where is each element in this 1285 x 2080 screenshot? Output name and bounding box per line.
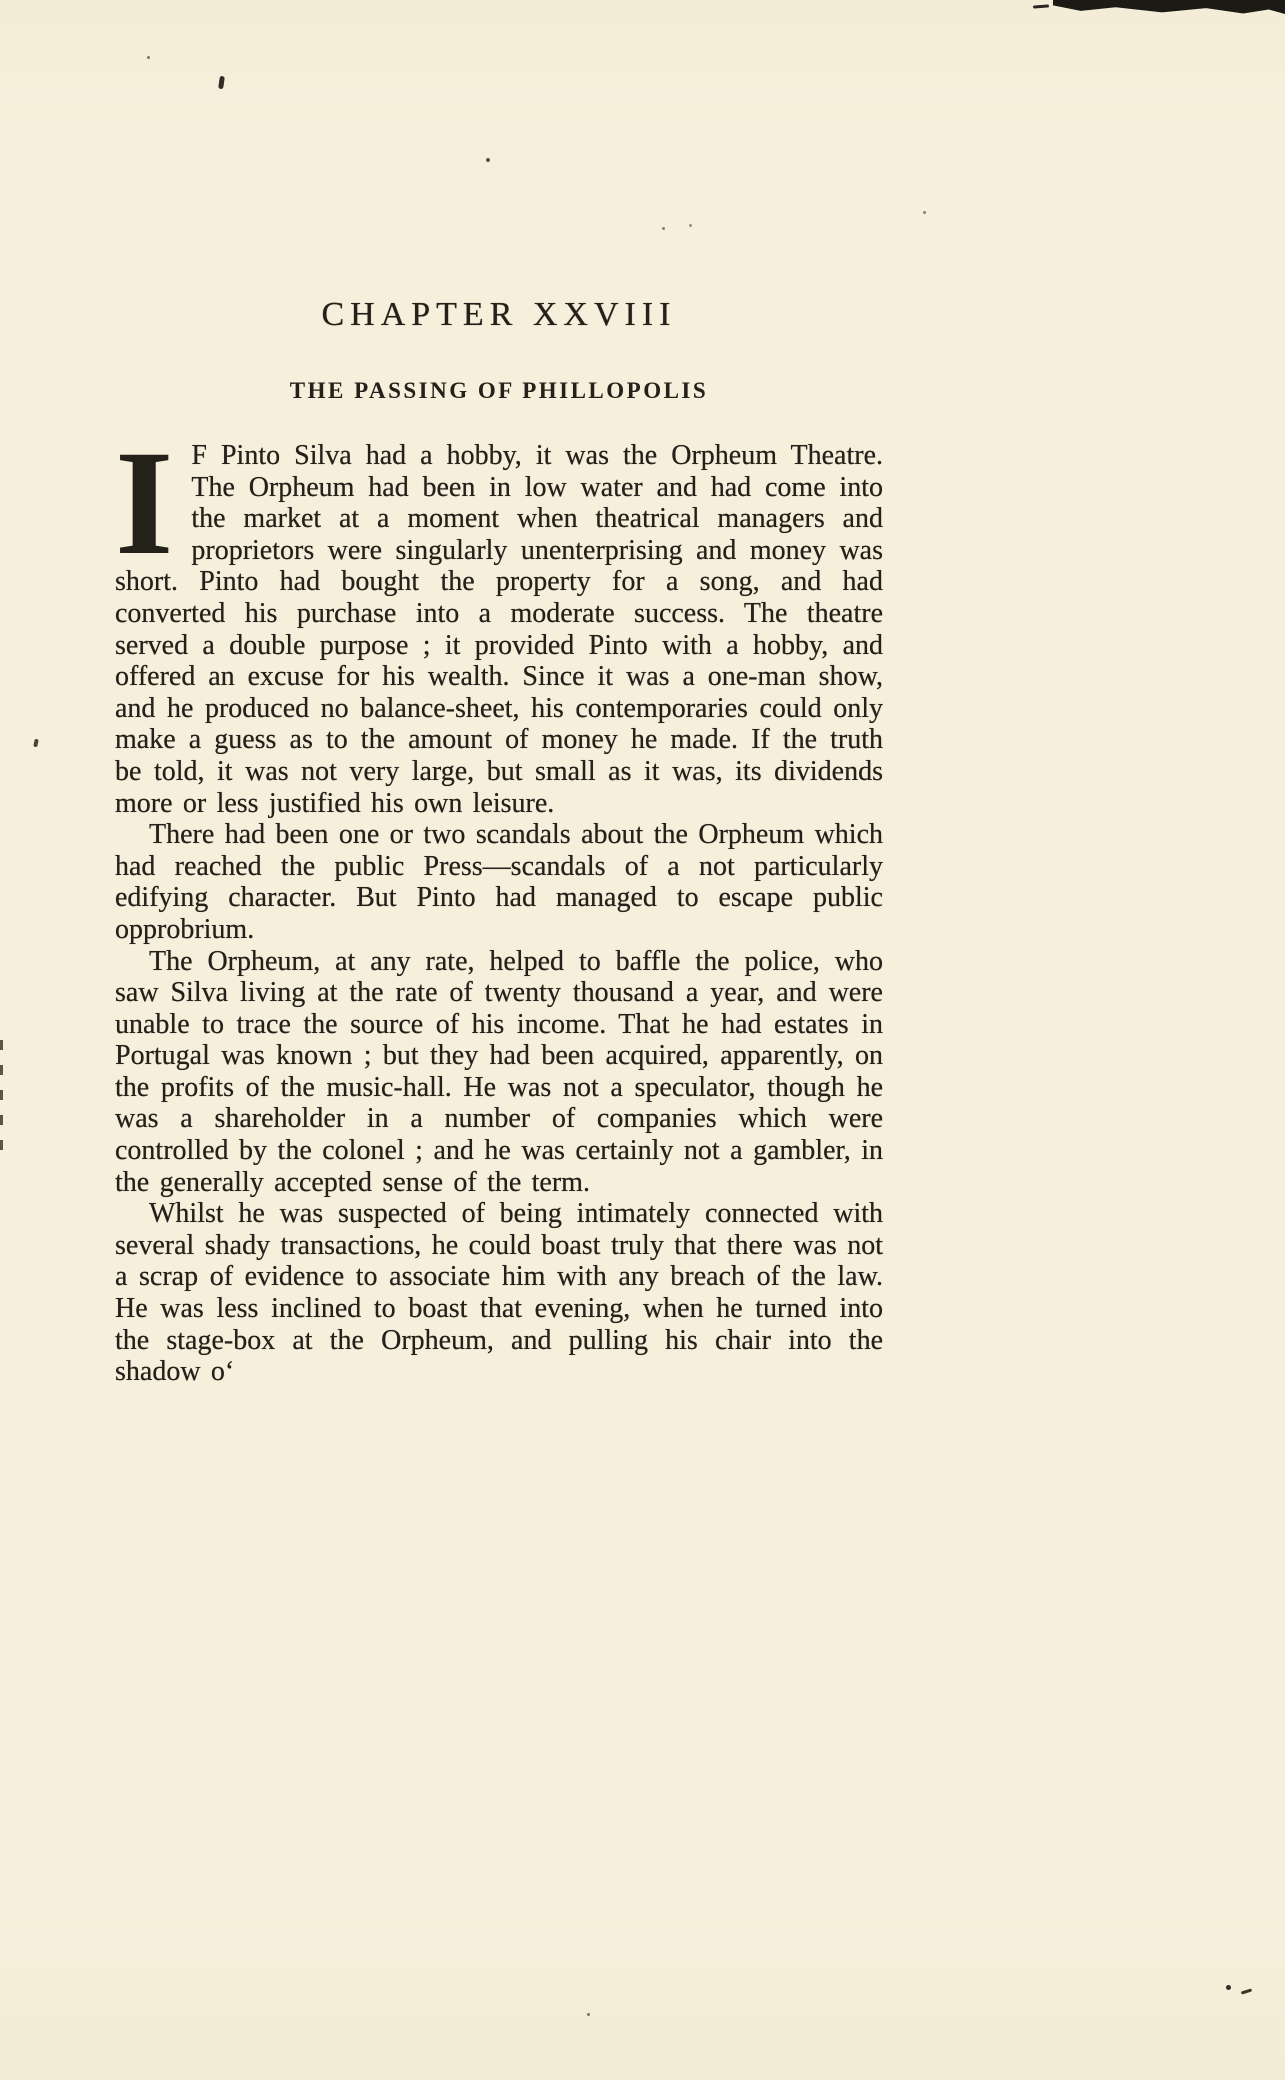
chapter-subtitle: THE PASSING OF PHILLOPOLIS	[289, 378, 709, 403]
chapter-title: CHAPTER XXVIII	[321, 296, 677, 333]
scan-artifact-left-edge-dashes	[0, 1040, 3, 1155]
scan-speck	[486, 158, 490, 162]
paragraph-2: There had been one or two scandals about the Orpheum which had reached the public Press—scandals of a not particularly edifying character. But Pinto had managed to escape public opprobrium.	[115, 819, 883, 945]
scan-speck	[1226, 1985, 1231, 1990]
scan-speck	[1241, 1988, 1252, 1994]
paragraph-4: Whilst he was suspected of being intimately connected with several shady transactions, he could boast truly that there was not a scrap of evidence to associate him with any breach of the law. He was less inclined to boast that evening, when he turned into the stage-box at the Orpheum, and pulling his chair into the shadow o‘	[115, 1198, 883, 1388]
scan-speck	[689, 224, 692, 227]
scan-speck	[218, 76, 225, 90]
page-content	[115, 296, 883, 1388]
paragraph-1-text: F Pinto Silva had a hobby, it was the Orpheum Theatre. The Orpheum had been in low water and had come into the market at a moment when theatrical managers and proprietors were singularly unenterprising and money was short. Pinto had bought the property for a song, and had converted his purchase into a moderate success. The theatre served a double purpose ; it provided Pinto with a hobby, and offered an excuse for his wealth. Since it was a one-man show, and he produced no balance-sheet, his contemporaries could only make a guess as to the amount of money he made. If the truth be told, it was not very large, but small as it was, its dividends more or less justified his own leisure.	[115, 440, 883, 819]
scan-artifact-top-right-band	[1053, 0, 1285, 14]
scan-speck	[587, 2013, 590, 2016]
paragraph-1	[115, 420, 883, 819]
scan-speck	[662, 227, 665, 230]
scan-artifact-top-dash	[1033, 4, 1049, 8]
scan-speck	[923, 211, 926, 214]
drop-cap: I	[115, 420, 174, 586]
paragraph-3: The Orpheum, at any rate, helped to baffle the police, who saw Silva living at the rate of twenty thousand a year, and were unable to trace the source of his income. That he had estates in Portugal was known ; but they had been acquired, apparently, on the profits of the music-hall. He was not a speculator, though he was a shareholder in a number of companies which were controlled by the colonel ; and he was certainly not a gambler, in the generally accepted sense of the term.	[115, 945, 883, 1198]
scan-speck	[147, 56, 150, 59]
scan-speck	[33, 739, 39, 748]
